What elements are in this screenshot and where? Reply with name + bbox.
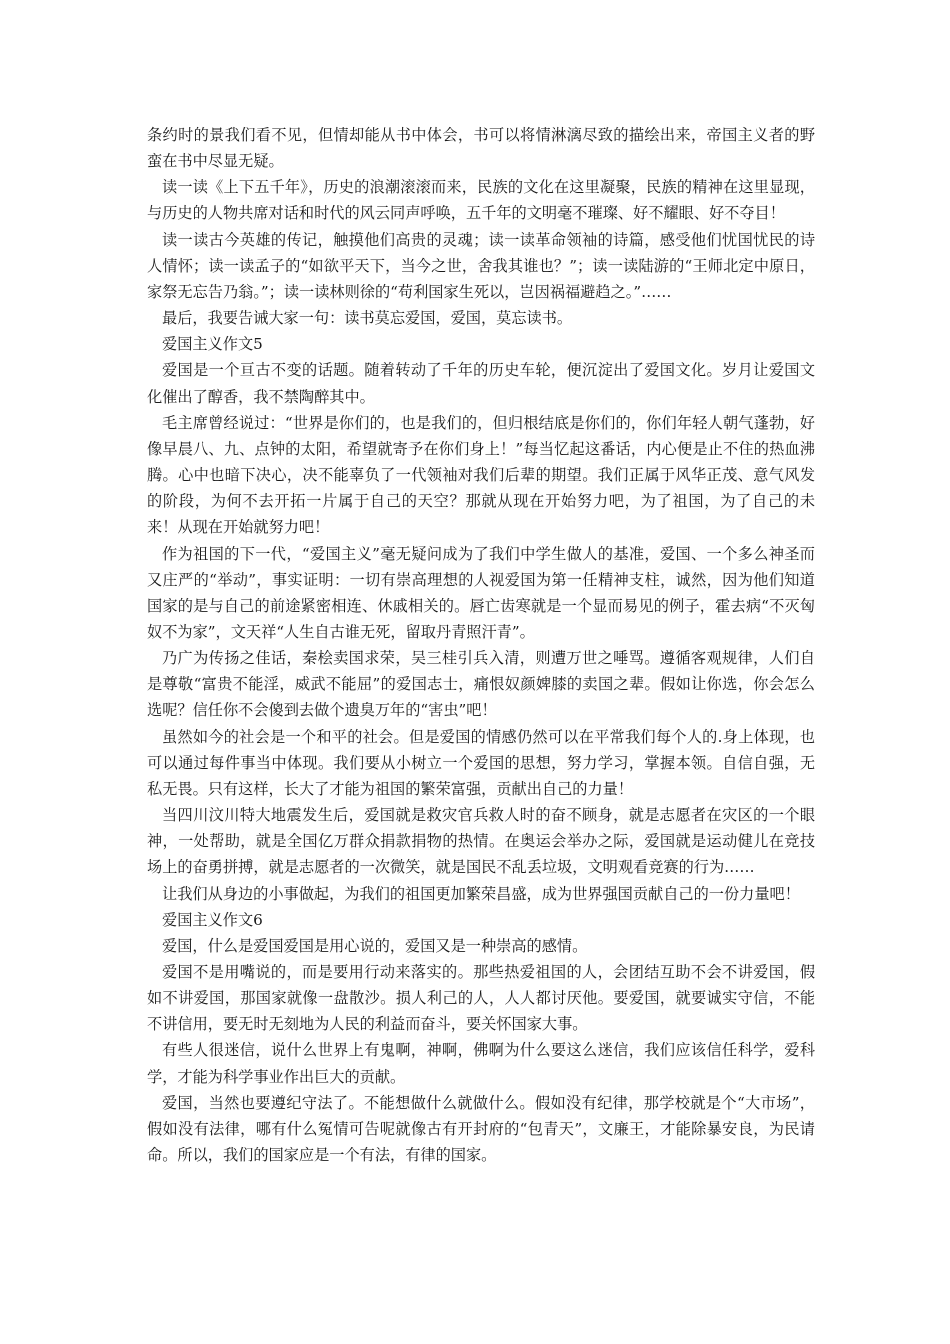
- paragraph-what-is-patriotism: 爱国，什么是爱国爱国是用心说的，爱国又是一种崇高的感情。: [162, 936, 588, 955]
- paragraph-law-discipline: 爱国，当然也要遵纪守法了。不能想做什么就做什么。假如没有纪律，那学校就是个“大市场”，假如没有法律，哪有什么冤情可告呢就像古有开封府的“包青天”，文廉王，才能除暴安良，为民请命。所以，我们的国家应是一个有法，有律的国家。: [147, 1093, 815, 1165]
- paragraph-earthquake: 当四川汶川特大地震发生后，爱国就是救灾官兵救人时的奋不顾身，就是志愿者在灾区的一个眼神，一处帮助，就是全国亿万群众捐款捐物的热情。在奥运会举办之际，爱国就是运动健儿在竞技场上的奋勇拼搏，就是志愿者的一次微笑，就是国民不乱丢垃圾，文明观看竞赛的行为……: [147, 806, 815, 877]
- paragraph-heroes: 读一读古今英雄的传记，触摸他们高贵的灵魂；读一读革命领袖的诗篇，感受他们忧国忧民的诗人情怀；读一读孟子的“如欲平天下，当今之世，舍我其谁也？”；读一读陆游的“王师北定中原日，家祭无忘告乃翁。”；读一读林则徐的“苟利国家生死以，岂因祸福避趋之。”……: [147, 230, 815, 301]
- paragraph-superstition: 有些人很迷信，说什么世界上有鬼啊，神啊，佛啊为什么要这么迷信，我们应该信任科学，爱科学，才能为科学事业作出巨大的贡献。: [147, 1041, 815, 1086]
- paragraph-small-things: 让我们从身边的小事做起，为我们的祖国更加繁荣昌盛，成为世界强国贡献自己的一份力量吧！: [162, 884, 800, 903]
- paragraph-conclusion: 最后，我要告诫大家一句：读书莫忘爱国，爱国，莫忘读书。: [162, 309, 573, 328]
- paragraph-historical-figures: 乃广为传扬之佳话，秦桧卖国求荣，吴三桂引兵入清，则遭万世之唾骂。遵循客观规律，人们自是尊敬“富贵不能淫，威武不能屈”的爱国志士，痛恨奴颜婢膝的卖国之辈。假如让你选，你会怎么选呢？信任你不会傻到去做个遗臭万年的“害虫”吧！: [147, 649, 815, 720]
- paragraph-patriotism-topic: 爱国是一个亘古不变的话题。随着转动了千年的历史车轮，便沉淀出了爱国文化。岁月让爱国文化催出了醇香，我不禁陶醉其中。: [147, 361, 815, 406]
- paragraph-opening: 条约时的景我们看不见，但情却能从书中体会，书可以将情淋漓尽致的描绘出来，帝国主义者的野蛮在书中尽显无疑。: [147, 126, 815, 171]
- paragraph-history: 读一读《上下五千年》，历史的浪潮滚滚而来，民族的文化在这里凝聚，民族的精神在这里显现，与历史的人物共席对话和时代的风云同声呼唤，五千年的文明毫不璀璨、好不耀眼、好不夺目！: [147, 178, 815, 223]
- essay-6-heading: 爱国主义作文6: [162, 910, 263, 929]
- document-body: [147, 122, 815, 1168]
- essay-5-heading: 爱国主义作文5: [162, 335, 263, 354]
- paragraph-peaceful-society: 虽然如今的社会是一个和平的社会。但是爱国的情感仍然可以在平常我们每个人的.身上体现，也可以通过每件事当中体现。我们要从小树立一个爱国的思想，努力学习，掌握本领。自信自强，无私无畏。只有这样，长大了才能为祖国的繁荣富强，贡献出自己的力量！: [147, 727, 815, 798]
- paragraph-chairman-mao: 毛主席曾经说过：“世界是你们的，也是我们的，但归根结底是你们的，你们年轻人朝气蓬勃，好像早晨八、九、点钟的太阳，希望就寄予在你们身上！”每当忆起这番话，内心便是止不住的热血沸腾。心中也暗下决心，决不能辜负了一代领袖对我们后辈的期望。我们正属于风华正茂、意气风发的阶段，为何不去开拓一片属于自己的天空？那就从现在开始努力吧，为了祖国，为了自己的未来！从现在开始就努力吧！: [147, 413, 815, 537]
- paragraph-actions: 爱国不是用嘴说的，而是要用行动来落实的。那些热爱祖国的人，会团结互助不会不讲爱国，假如不讲爱国，那国家就像一盘散沙。损人利己的人，人人都讨厌他。要爱国，就要诚实守信，不能不讲信用，要无时无刻地为人民的利益而奋斗，要关怀国家大事。: [147, 963, 815, 1034]
- paragraph-next-generation: 作为祖国的下一代，“爱国主义”毫无疑问成为了我们中学生做人的基准，爱国、一个多么神圣而又庄严的“举动”，事实证明：一切有崇高理想的人视爱国为第一任精神支柱，诚然，因为他们知道国家的是与自己的前途紧密相连、休戚相关的。唇亡齿寒就是一个显而易见的例子，霍去病“不灭匈奴不为家”，文天祥“人生自古谁无死，留取丹青照汗青”。: [147, 544, 815, 641]
